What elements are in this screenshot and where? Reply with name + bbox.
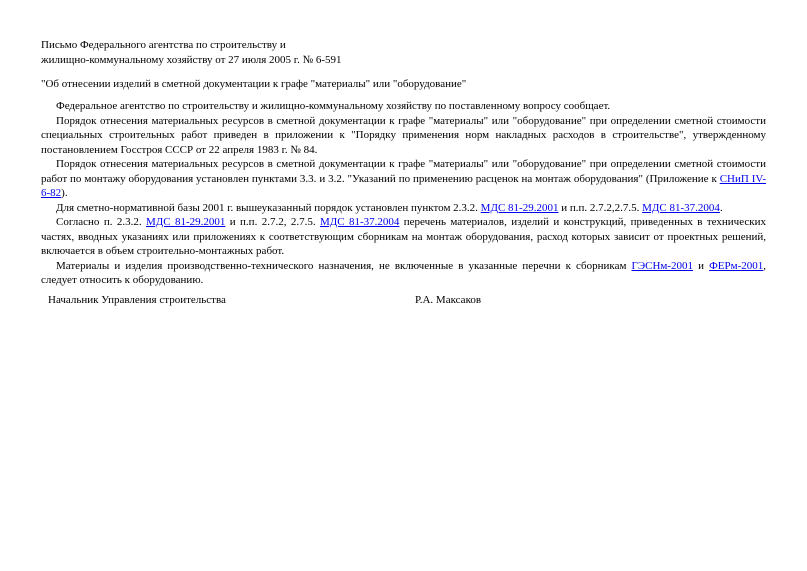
letter-subject: "Об отнесении изделий в сметной документации к графе "материалы" или "оборудование" <box>41 78 467 90</box>
ferm-2001-link[interactable]: ФЕРм-2001 <box>709 259 764 272</box>
signature-position: Начальник Управления строительства <box>48 294 226 306</box>
letter-body <box>41 99 766 288</box>
paragraph-6-text-2: и <box>693 259 710 272</box>
paragraph-4-text-1: Для сметно-нормативной базы 2001 г. вышеуказанный порядок установлен пунктом 2.3.2. <box>56 201 481 214</box>
paragraph-6-text-3: , следует относить к оборудованию. <box>41 259 766 286</box>
paragraph-4-text-3: . <box>719 201 723 214</box>
letter-header <box>41 38 461 67</box>
paragraph-5 <box>41 215 766 259</box>
paragraph-6 <box>41 259 766 288</box>
snip-link[interactable]: СНиП IV-6-82 <box>41 172 767 199</box>
signature-name: Р.А. Максаков <box>415 294 482 306</box>
paragraph-5-text-3: перечень материалов, изделий и конструкций, приведенных в технических частях, вводных указаниях или приложениях к соответствующим сборникам на монтаж оборудования, расход которых зависит от проектных решений, включается в объем строительно-монтажных работ. <box>41 216 766 257</box>
paragraph-1: Федеральное агентство по строительству и жилищно-коммунальному хозяйству по поставленному вопросу сообщает. <box>56 100 611 112</box>
paragraph-3-text: Порядок отнесения материальных ресурсов в сметной документации к графе "материалы" или "оборудование" при определении сметной стоимости работ по монтажу оборудования установлен пунктами 3.3. и 3.2. "Указаний по применению расценок на монтаж оборудования" (Приложение к <box>41 158 766 185</box>
gesnm-2001-link[interactable]: ГЭСНм-2001 <box>631 259 694 272</box>
mds-81-37-link[interactable]: МДС 81-37.2004 <box>642 201 720 214</box>
paragraph-4-text-2: и п.п. 2.7.2,2.7.5. <box>558 201 643 214</box>
header-line-1: Письмо Федерального агентства по строительству и <box>41 39 286 51</box>
paragraph-6-text-1: Материалы и изделия производственно-технического назначения, не включенные в указанные перечни к сборникам <box>56 259 632 272</box>
paragraph-4 <box>41 201 766 216</box>
paragraph-5-text-1: Согласно п. 2.3.2. <box>56 216 146 228</box>
mds-81-37-link[interactable]: МДС 81-37.2004 <box>319 216 400 228</box>
mds-81-29-link[interactable]: МДС 81-29.2001 <box>145 216 226 228</box>
header-line-2: жилищно-коммунальному хозяйству от 27 июля 2005 г. № 6-591 <box>41 53 342 66</box>
mds-81-29-link[interactable]: МДС 81-29.2001 <box>480 201 559 214</box>
paragraph-5-text-2: и п.п. 2.7.2, 2.7.5. <box>225 216 320 228</box>
paragraph-3-tail: ). <box>61 187 68 199</box>
paragraph-2: Порядок отнесения материальных ресурсов в сметной документации к графе "материалы" или "оборудование" при определении сметной стоимости специальных строительных работ приведен в приложении к "Порядку применения норм накладных расходов в строительстве", утвержденному постановлением Госстроя СССР от 22 апреля 1983 г. № 84. <box>41 114 766 156</box>
paragraph-3 <box>41 157 766 201</box>
